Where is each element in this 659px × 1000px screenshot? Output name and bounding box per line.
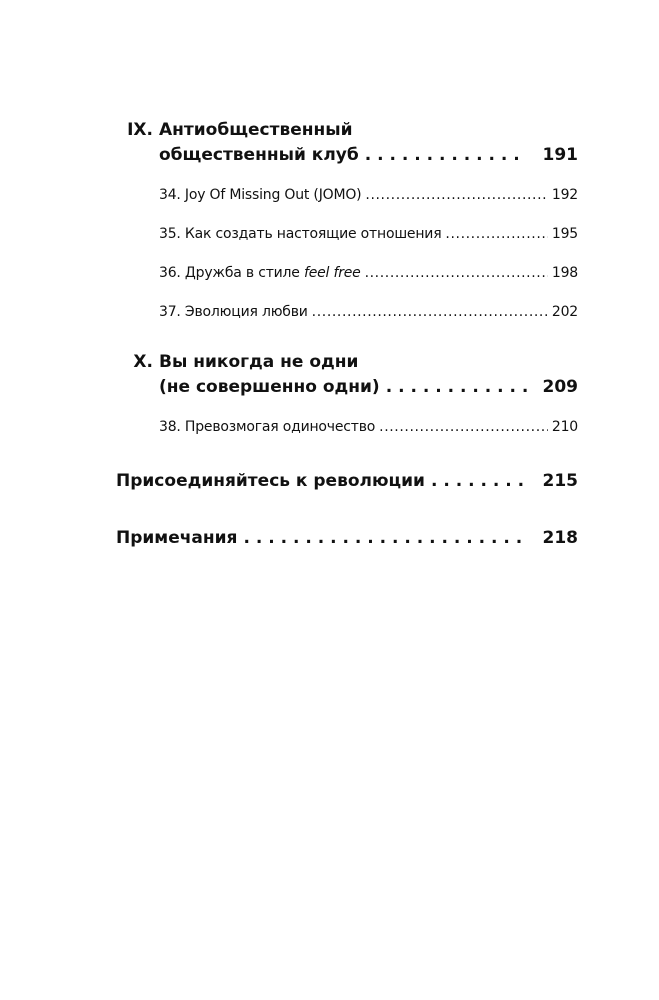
part-title-line2: общественный клуб [159, 145, 359, 165]
toc-chapter-35[interactable] [116, 224, 578, 244]
page-number: 209 [542, 377, 578, 397]
chapter-title: 37. Эволюция любви [159, 304, 308, 320]
toc-entry-notes[interactable] [116, 526, 578, 551]
dot-leader [379, 417, 548, 437]
toc-chapter-34[interactable] [116, 185, 578, 205]
table-of-contents [116, 118, 578, 551]
dot-leader [445, 224, 547, 244]
part-title-line1: Вы никогда не одни [159, 352, 359, 372]
dot-leader [365, 185, 547, 205]
page-number: 215 [542, 471, 578, 491]
page-number: 198 [551, 265, 578, 281]
chapter-title: 34. Joy Of Missing Out (JOMO) [159, 187, 362, 203]
dot-leader [386, 375, 527, 400]
chapter-title: 38. Превозмогая одиночество [159, 419, 376, 435]
toc-part-x [116, 350, 578, 400]
page-number: 195 [551, 226, 578, 242]
toc-chapter-36[interactable] [116, 263, 578, 283]
toc-chapter-37[interactable] [116, 302, 578, 322]
part-title-line1: Антиобщественный [159, 120, 353, 140]
entry-title: Примечания [116, 528, 238, 548]
page-number: 191 [542, 145, 578, 165]
dot-leader [365, 263, 548, 283]
dot-leader [431, 469, 527, 494]
part-numeral: IX. [127, 120, 153, 140]
page-number: 202 [551, 304, 578, 320]
chapter-title: 35. Как создать настоящие отношения [159, 226, 442, 242]
part-title-line2: (не совершенно одни) [159, 377, 380, 397]
page-number: 192 [551, 187, 578, 203]
dot-leader [243, 526, 526, 551]
part-numeral: X. [133, 352, 153, 372]
entry-title: Присоединяйтесь к революции [116, 471, 425, 491]
dot-leader [312, 302, 548, 322]
toc-entry-join-revolution[interactable] [116, 469, 578, 494]
dot-leader [365, 143, 527, 168]
page-number: 210 [551, 419, 578, 435]
page-number: 218 [542, 528, 578, 548]
chapter-title: 36. Дружба в стиле feel free [159, 265, 361, 281]
toc-chapter-38[interactable] [116, 417, 578, 437]
toc-part-ix [116, 118, 578, 168]
